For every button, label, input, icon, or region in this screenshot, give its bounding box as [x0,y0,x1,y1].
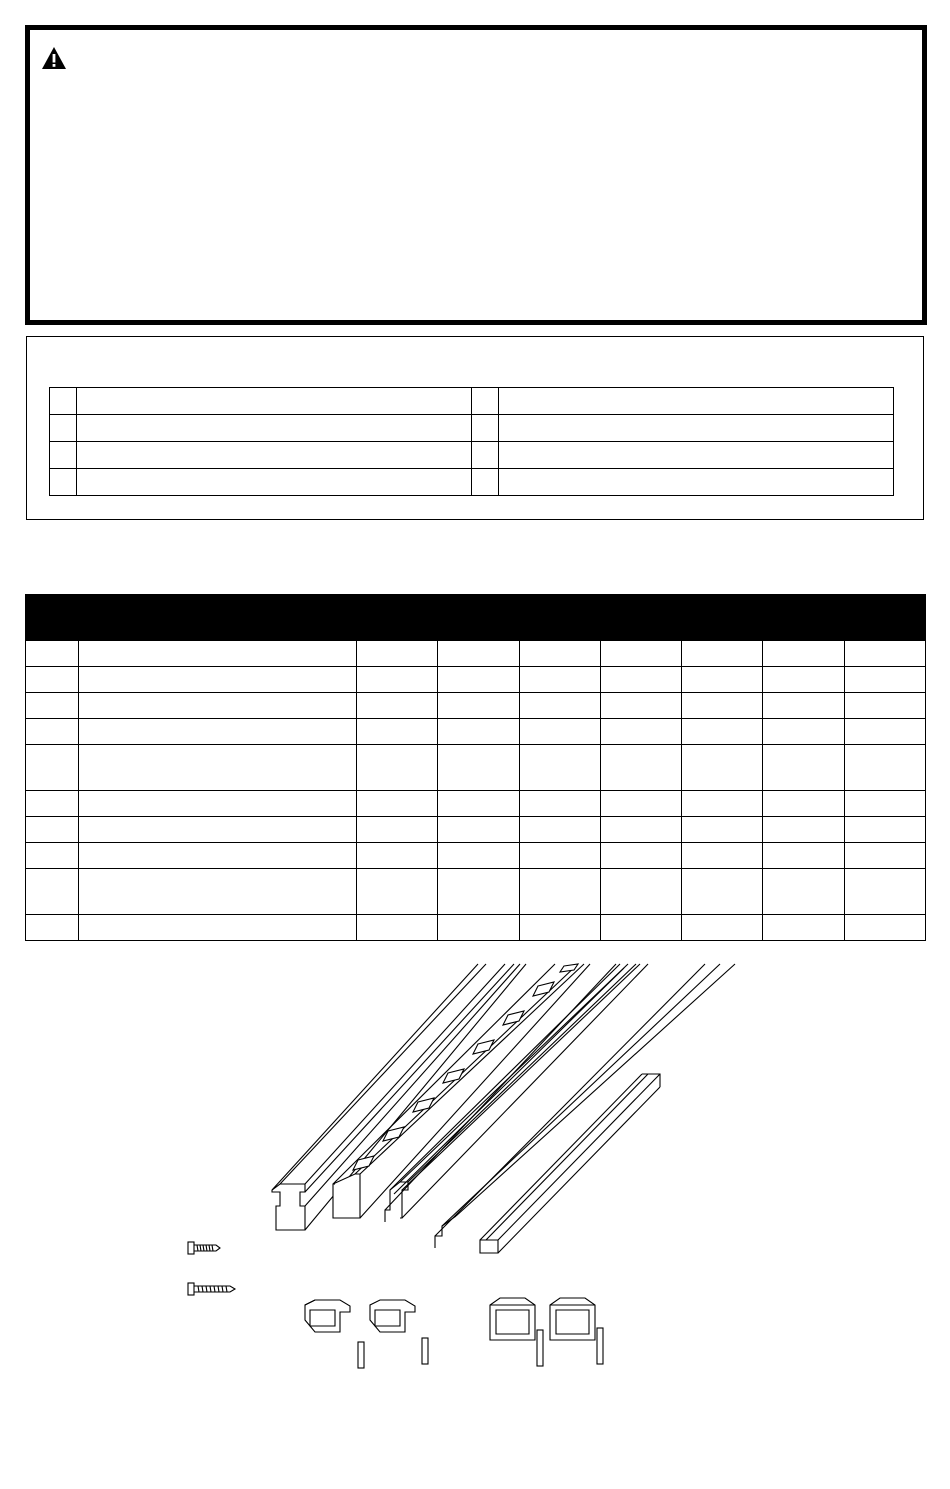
parts-row [26,745,926,791]
part-quantity-cell [844,817,925,843]
part-quantity-cell [763,641,844,667]
part-description-cell [79,693,357,719]
part-quantity-cell [438,693,519,719]
part-quantity-cell [600,719,681,745]
checkbox [472,442,499,469]
parts-row [26,869,926,915]
part-quantity-cell [682,667,763,693]
part-quantity-cell [600,915,681,941]
part-quantity-cell [519,693,600,719]
part-quantity-cell [600,745,681,791]
checklist-item [76,469,472,496]
checkbox [472,415,499,442]
part-quantity-cell [357,693,438,719]
checklist-row [50,415,894,442]
top-rail-icon [272,964,526,1230]
checkbox [50,388,77,415]
part-quantity-cell [763,843,844,869]
part-quantity-cell [519,791,600,817]
checklist-item [499,469,894,496]
part-quantity-cell [682,641,763,667]
part-quantity-cell [438,843,519,869]
checklist-item [499,442,894,469]
part-description-cell [79,667,357,693]
part-quantity-cell [682,843,763,869]
part-quantity-cell [844,791,925,817]
part-quantity-cell [844,843,925,869]
part-quantity-cell [438,915,519,941]
part-quantity-cell [438,667,519,693]
part-quantity-cell [600,693,681,719]
part-quantity-cell [682,693,763,719]
part-quantity-cell [357,667,438,693]
part-quantity-cell [438,817,519,843]
part-description-cell [79,719,357,745]
checklist-item [499,388,894,415]
part-description-cell [79,745,357,791]
part-quantity-cell [844,745,925,791]
tools-checklist-grid [49,387,894,496]
checklist-row [50,469,894,496]
part-quantity-cell [519,843,600,869]
part-key-cell [26,869,79,915]
part-quantity-cell [357,915,438,941]
checkbox [50,415,77,442]
part-quantity-cell [844,915,925,941]
part-quantity-cell [763,915,844,941]
straight-bracket-icon [490,1298,603,1366]
part-quantity-cell [438,869,519,915]
part-key-cell [26,915,79,941]
part-quantity-cell [357,869,438,915]
part-quantity-cell [357,745,438,791]
parts-row [26,817,926,843]
angle-bracket-icon [305,1300,428,1368]
part-quantity-cell [357,791,438,817]
part-quantity-cell [682,719,763,745]
part-quantity-cell [357,719,438,745]
part-quantity-cell [519,745,600,791]
parts-row [26,641,926,667]
checklist-item [76,388,472,415]
part-quantity-cell [438,745,519,791]
part-key-cell [26,667,79,693]
part-quantity-cell [600,667,681,693]
checklist-item [499,415,894,442]
part-quantity-cell [763,745,844,791]
part-quantity-cell [682,817,763,843]
part-quantity-cell [682,915,763,941]
part-quantity-cell [763,667,844,693]
part-quantity-cell [519,817,600,843]
part-quantity-cell [844,667,925,693]
part-quantity-cell [357,843,438,869]
checkbox [472,469,499,496]
checklist-row [50,442,894,469]
part-quantity-cell [357,641,438,667]
checkbox [50,469,77,496]
part-key-cell [26,719,79,745]
part-description-cell [79,915,357,941]
bottom-rail-icon [333,964,590,1218]
parts-table-header [25,594,926,640]
parts-table [25,640,926,941]
long-screw-icon [188,1283,235,1295]
parts-list [25,594,926,941]
warning-triangle-icon [41,46,67,70]
part-quantity-cell [519,667,600,693]
part-quantity-cell [682,869,763,915]
part-quantity-cell [519,869,600,915]
part-quantity-cell [682,791,763,817]
part-quantity-cell [600,641,681,667]
part-quantity-cell [357,817,438,843]
part-quantity-cell [600,791,681,817]
part-description-cell [79,869,357,915]
checkbox [50,442,77,469]
part-quantity-cell [600,843,681,869]
parts-row [26,667,926,693]
part-quantity-cell [519,719,600,745]
part-quantity-cell [844,641,925,667]
part-description-cell [79,791,357,817]
parts-row [26,791,926,817]
checklist-item [76,415,472,442]
part-quantity-cell [438,791,519,817]
part-quantity-cell [519,641,600,667]
part-key-cell [26,843,79,869]
parts-illustration [180,960,760,1380]
part-quantity-cell [438,641,519,667]
warning-box [25,25,927,325]
part-quantity-cell [763,693,844,719]
part-quantity-cell [763,817,844,843]
tools-checklist-box [26,336,924,520]
part-description-cell [79,843,357,869]
part-quantity-cell [438,719,519,745]
part-key-cell [26,817,79,843]
checklist-row [50,388,894,415]
parts-row [26,693,926,719]
part-quantity-cell [844,693,925,719]
part-quantity-cell [844,719,925,745]
hardware-drawing [180,960,760,1380]
part-quantity-cell [844,869,925,915]
parts-row [26,915,926,941]
part-quantity-cell [519,915,600,941]
part-quantity-cell [682,745,763,791]
parts-row [26,719,926,745]
part-key-cell [26,641,79,667]
short-screw-icon [188,1242,220,1254]
part-description-cell [79,641,357,667]
checklist-item [76,442,472,469]
part-key-cell [26,693,79,719]
parts-row [26,843,926,869]
part-description-cell [79,817,357,843]
part-key-cell [26,745,79,791]
part-quantity-cell [600,869,681,915]
checkbox [472,388,499,415]
part-quantity-cell [763,791,844,817]
part-quantity-cell [763,719,844,745]
part-quantity-cell [763,869,844,915]
part-key-cell [26,791,79,817]
part-quantity-cell [600,817,681,843]
